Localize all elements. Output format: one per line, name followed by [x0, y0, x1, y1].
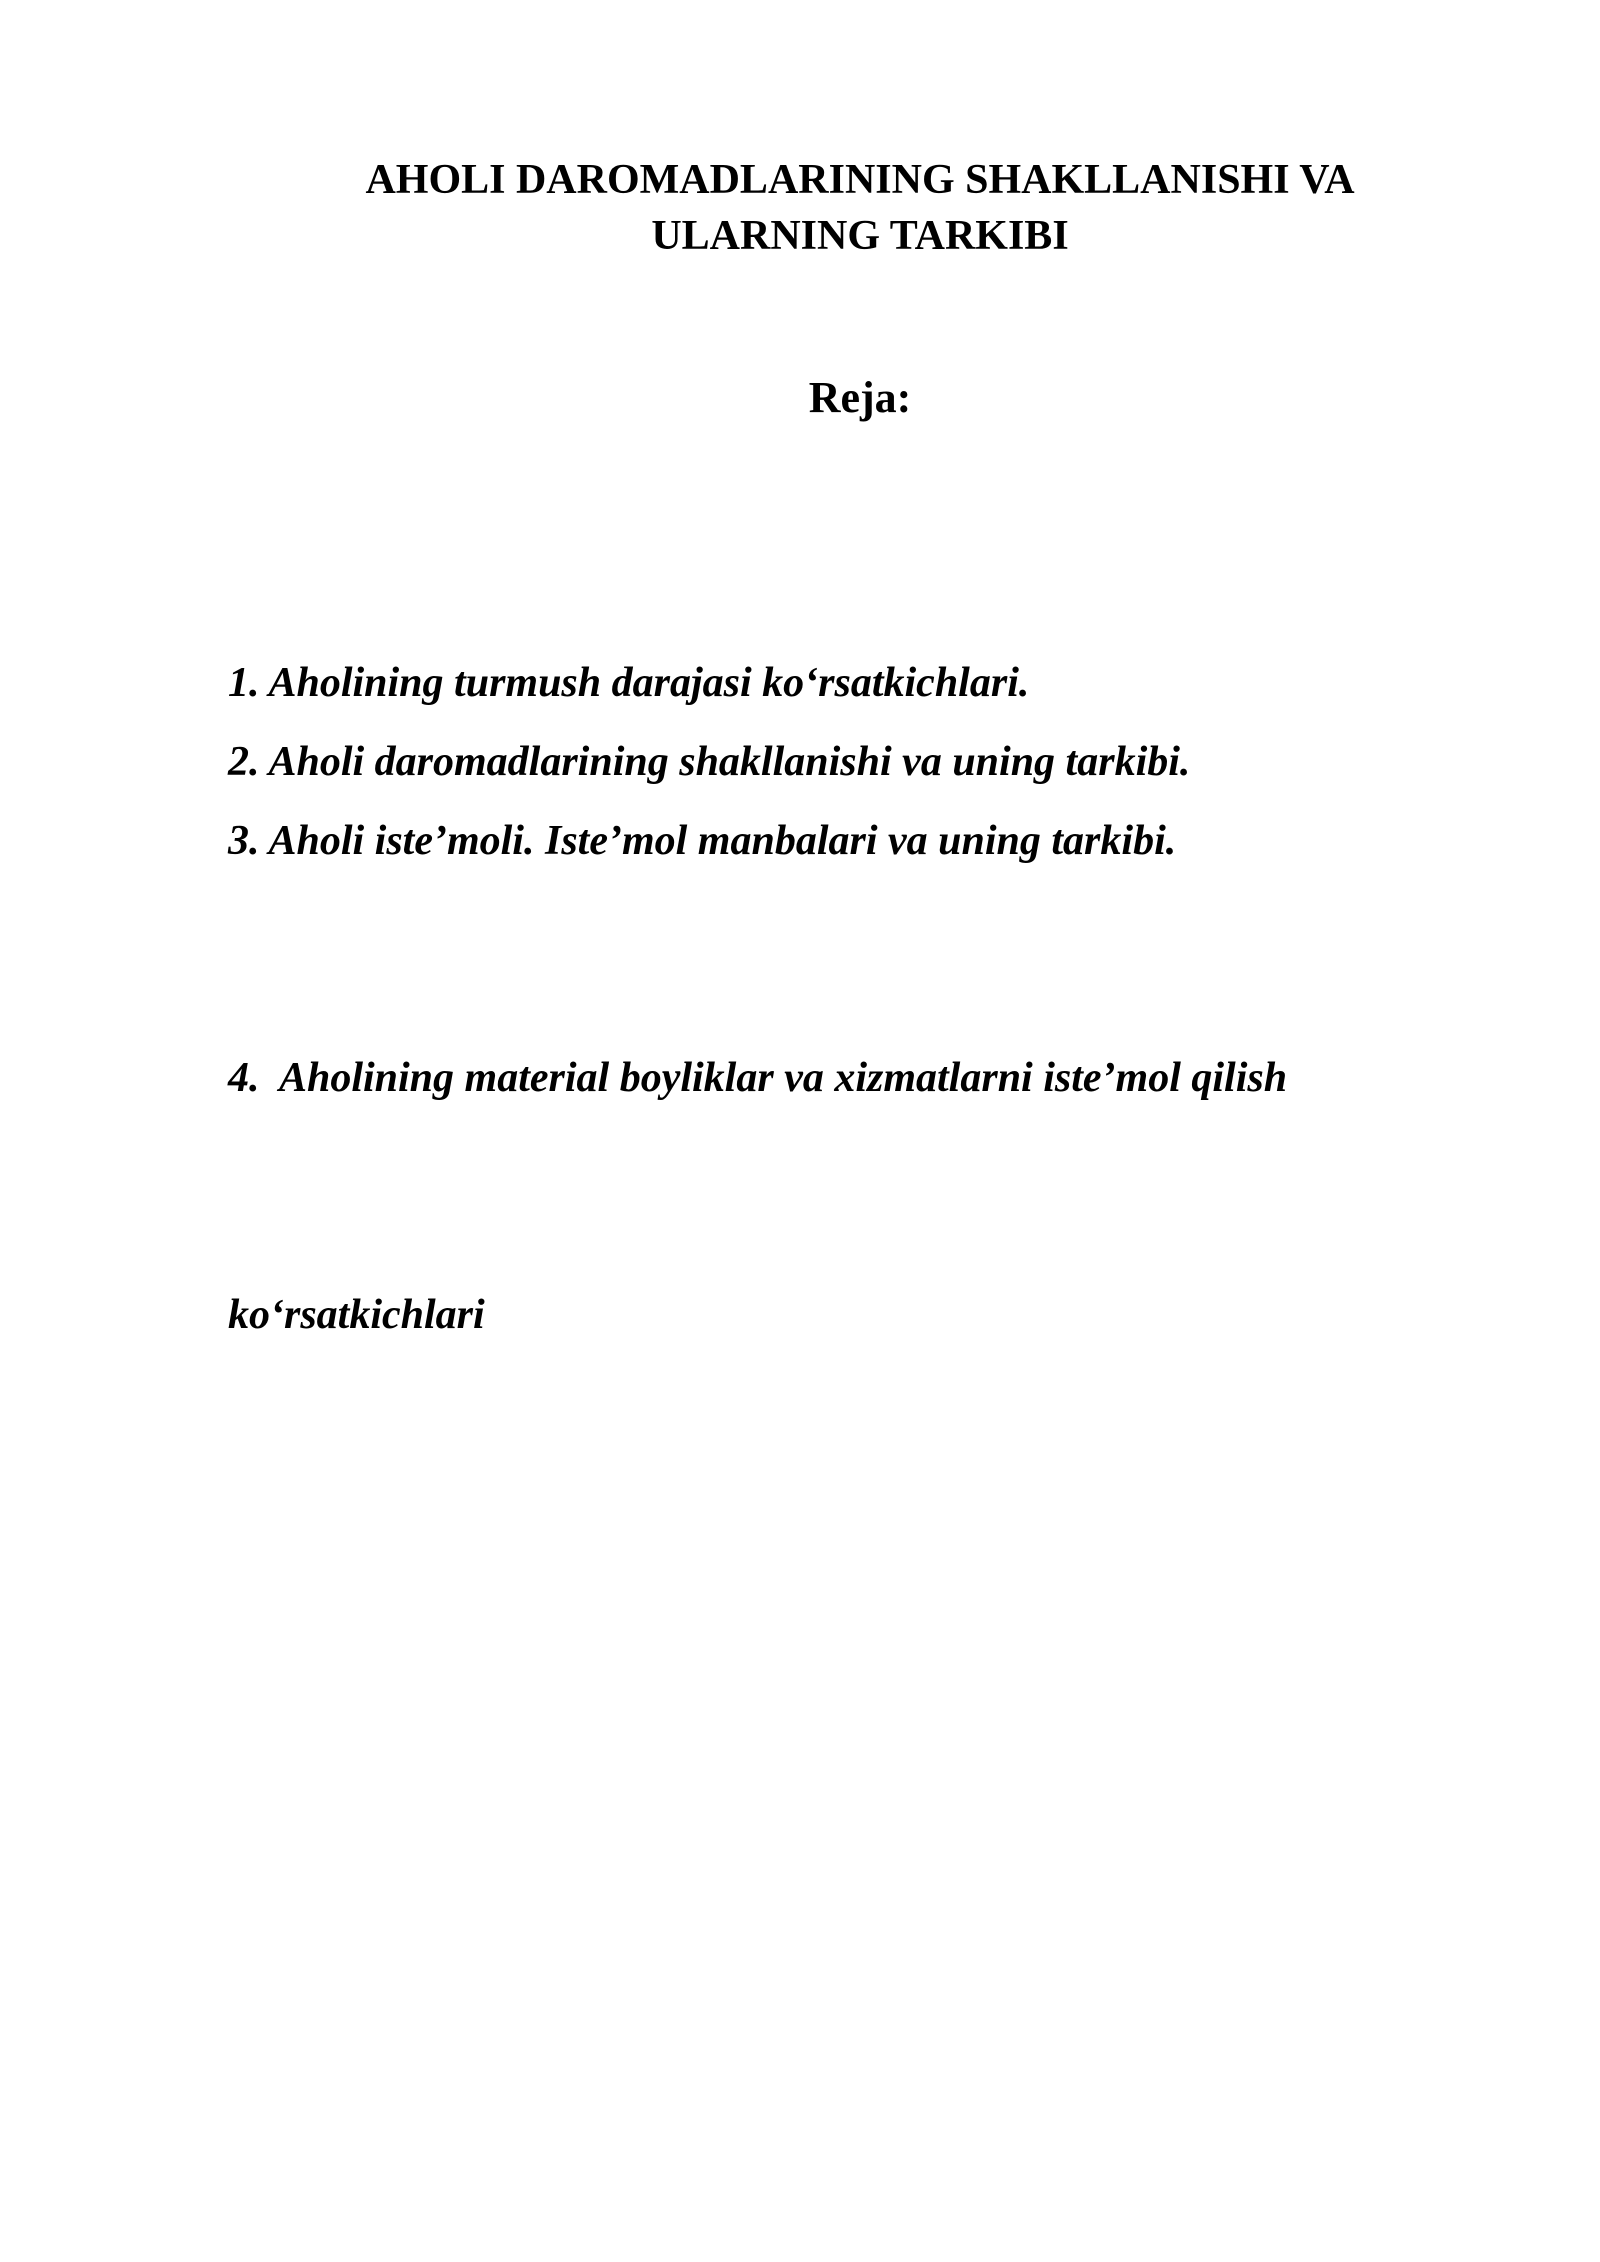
- title-line-2: ULARNING TARKIBI: [651, 213, 1069, 259]
- plan-item-4-line-1: 4. Aholining material boyliklar va xizmatlarni iste’mol qilish: [228, 1055, 1288, 1101]
- plan-item-4: [228, 881, 1428, 1513]
- plan-item-4-line-2: ko‘rsatkichlari: [228, 1292, 485, 1338]
- plan-item-1: 1. Aholining turmush darajasi ko‘rsatkichlari.: [228, 660, 1030, 706]
- plan-item-3: 3. Aholi iste’moli. Iste’mol manbalari va uning tarkibi.: [228, 818, 1177, 864]
- plan-item-2: 2. Aholi daromadlarining shakllanishi va uning tarkibi.: [228, 739, 1191, 785]
- plan-heading: Reja:: [808, 373, 912, 422]
- document-title: [300, 152, 1420, 264]
- title-line-1: AHOLI DAROMADLARINING SHAKLLANISHI VA: [365, 157, 1355, 203]
- plan-list: [228, 644, 1428, 1513]
